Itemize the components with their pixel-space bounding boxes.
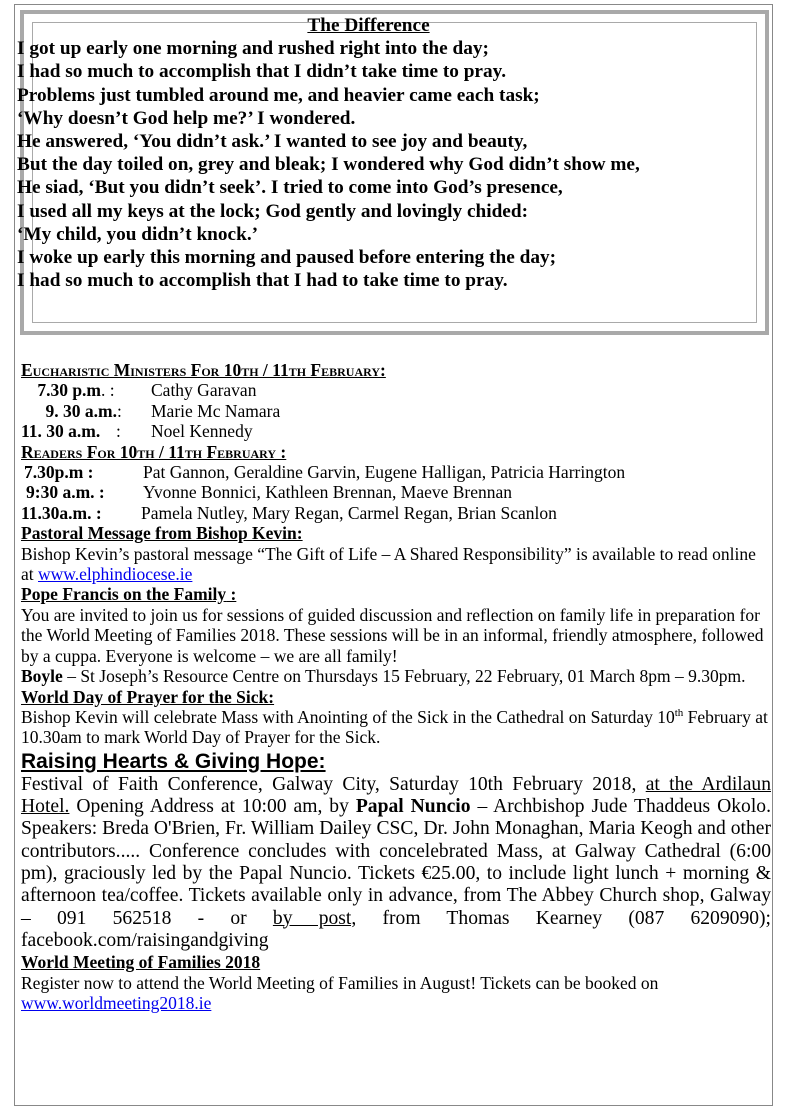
wmof-heading: World Meeting of Families 2018: [21, 952, 261, 973]
raising-t2: Opening Address at 10:00 am, by: [69, 796, 356, 818]
poem-line: I got up early one morning and rushed right into the day;: [17, 38, 489, 60]
reader-row: [21, 503, 771, 523]
poem-line: I had so much to accomplish that I didn’t take time to pray.: [17, 61, 507, 83]
minister-time: 7.30 p.m: [37, 380, 101, 401]
poem-line: He answered, ‘You didn’t ask.’ I wanted to see joy and beauty,: [17, 131, 528, 153]
sick-heading: World Day of Prayer for the Sick:: [21, 686, 275, 707]
notices: [21, 360, 771, 1013]
minister-row: [21, 401, 771, 421]
raising-t4: from Thomas Kearney (087 6209090); facebook.com/raisingandgiving: [21, 907, 772, 951]
poem-line: I woke up early this morning and paused before entering the day;: [17, 247, 557, 269]
reader-time: 9:30 a.m. :: [26, 482, 105, 503]
pope-heading-suffix: :: [226, 584, 237, 605]
minister-time: 11. 30 a.m.: [21, 421, 101, 442]
readers-heading: Readers For 10th / 11th February :: [21, 441, 287, 462]
sick-text-a: Bishop Kevin will celebrate Mass with Anointing of the Sick in the Cathedral on Saturday 10: [21, 706, 675, 727]
poem: [17, 14, 747, 292]
raising-heading: Raising Hearts & Giving Hope:: [21, 749, 326, 773]
sick-text: [21, 707, 771, 748]
sick-sup: th: [674, 707, 684, 720]
poem-line: He siad, ‘But you didn’t seek’. I tried to come into God’s presence,: [17, 177, 563, 199]
minister-name: Noel Kennedy: [151, 421, 253, 442]
worldmeeting-link[interactable]: www.worldmeeting2018.ie: [21, 992, 212, 1013]
poem-line: But the day toiled on, grey and bleak; I wondered why God didn’t show me,: [17, 154, 640, 176]
minister-row: [21, 380, 771, 400]
sick-text-b: February at 10.30am to mark World Day of Prayer for the Sick.: [21, 706, 768, 748]
minister-row: [21, 421, 771, 441]
raising-by-post: by post,: [272, 907, 357, 929]
minister-name: Cathy Garavan: [151, 380, 257, 401]
poem-line: Problems just tumbled around me, and heavier came each task;: [17, 84, 540, 106]
minister-name: Marie Mc Namara: [151, 400, 281, 421]
raising-text: [21, 774, 771, 952]
pastoral-heading: Pastoral Message from Bishop Kevin:: [21, 523, 303, 544]
poem-title: The Difference: [307, 15, 430, 36]
reader-names: Pamela Nutley, Mary Regan, Carmel Regan, Brian Scanlon: [141, 502, 557, 523]
raising-t3: – Archbishop Jude Thaddeus Okolo. Speakers: Breda O'Brien, Fr. William Dailey CSC, Dr. John Monaghan, Maria Keogh and other contributors..... Conference concludes with concelebrated Mass, at Galway Cathedral (6:00 pm), graciously led by the Papal Nuncio. Tickets €25.00, to include light lunch + morning & afternoon tea/coffee. Tickets available only in advance, from The Abbey Church shop, Galway – 091 562518 - or: [21, 796, 771, 929]
minister-sep: :: [116, 421, 121, 442]
poem-line: ‘Why doesn’t God help me?’ I wondered.: [17, 107, 356, 129]
reader-row: [21, 482, 771, 502]
raising-venue: at the Ardilaun Hotel.: [21, 773, 771, 818]
wmof-body: Register now to attend the World Meeting of Families in August! Tickets can be booked on: [21, 972, 659, 993]
pastoral-body: Bishop Kevin’s pastoral message “The Gift of Life – A Shared Responsibility” is available to read online at: [21, 543, 756, 585]
pope-text: You are invited to join us for sessions of guided discussion and reflection on family life in preparation for the World Meeting of Families 2018. These sessions will be in an informal, friendly atmosphere, followed by a cuppa. Everyone is welcome – we are all family!: [21, 604, 764, 666]
venue-label: Boyle: [21, 666, 63, 687]
reader-names: Yvonne Bonnici, Kathleen Brennan, Maeve Brennan: [143, 482, 513, 503]
pope-heading: Pope Francis on the Family: [21, 584, 227, 605]
raising-nuncio: Papal Nuncio: [355, 796, 471, 818]
reader-row: [21, 462, 771, 482]
reader-time: 11.30a.m. :: [21, 502, 102, 523]
raising-t1: Festival of Faith Conference, Galway City, Saturday 10th February 2018,: [21, 773, 646, 795]
venue-text: – St Joseph’s Resource Centre on Thursdays 15 February, 22 February, 01 March 8pm – 9.30pm.: [62, 666, 746, 687]
wmof-text: [21, 973, 771, 1014]
reader-time: 7.30p.m :: [24, 462, 94, 483]
pope-venue: [21, 666, 771, 686]
elphin-diocese-link[interactable]: www.elphindiocese.ie: [38, 564, 193, 585]
poem-line: I used all my keys at the lock; God gently and lovingly chided:: [17, 200, 529, 222]
ministers-heading: Eucharistic Ministers For 10th / 11th February:: [21, 360, 386, 380]
pastoral-text: [21, 544, 771, 585]
poem-line: I had so much to accomplish that I had to take time to pray.: [17, 270, 508, 292]
poem-line: ‘My child, you didn’t knock.’: [17, 223, 259, 245]
reader-names: Pat Gannon, Geraldine Garvin, Eugene Halligan, Patricia Harrington: [143, 462, 626, 483]
minister-sep: :: [117, 400, 122, 421]
minister-sep: . :: [101, 380, 115, 401]
pope-heading-row: [21, 584, 771, 604]
minister-time: 9. 30 a.m.: [45, 400, 117, 421]
